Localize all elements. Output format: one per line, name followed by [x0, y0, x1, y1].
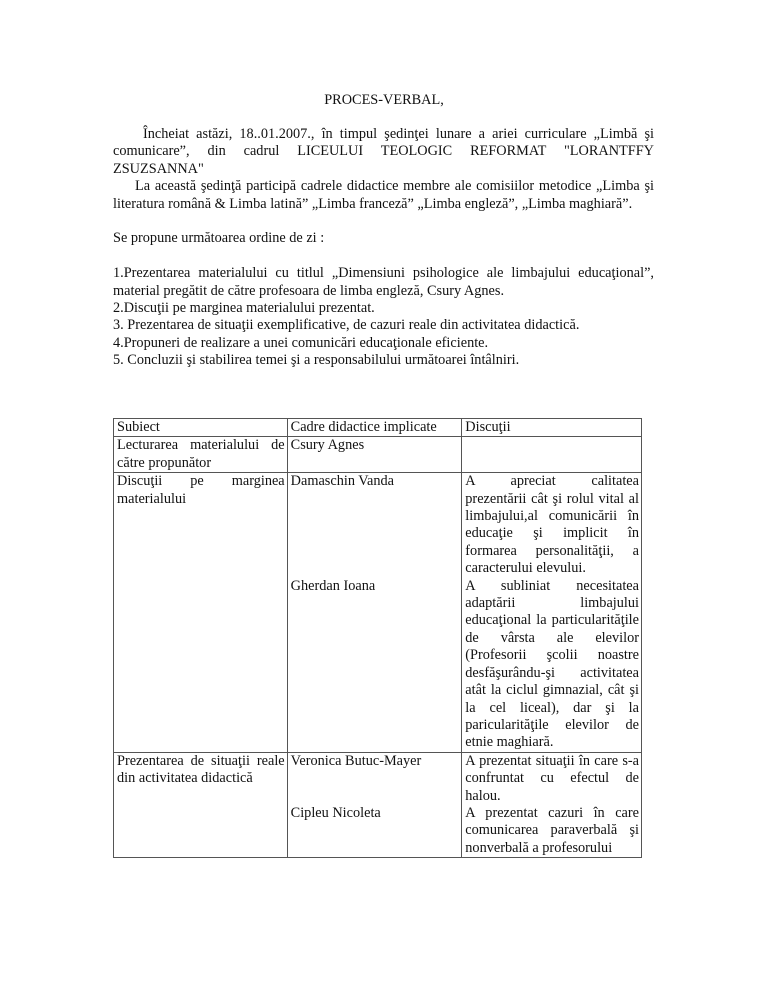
row-discussion: A subliniat necesitatea adaptării limbajului educaţional la particularităţile de vârsta ale elevilor (Profesorii şcolii noastre desfăşurându-şi activitatea atât la ciclul gimnazial, cât şi la cel liceal), dar şi la paricularităţile elevilor de etnie maghiară.: [465, 577, 639, 751]
row-teacher: Gherdan Ioana: [290, 577, 376, 594]
table-row: [114, 752, 642, 857]
row-discussion: [462, 437, 642, 473]
row-discussion: A apreciat calitatea prezentării cât şi rolul vital al limbajului,al comunicării în educaţie şi implicit în formarea personalităţii, a caracterului elevului.: [465, 473, 639, 577]
agenda-item: 4.Propuneri de realizare a unei comunicări educaţionale eficiente.: [113, 334, 489, 351]
agenda-item: 2.Discuţii pe marginea materialului prezentat.: [113, 300, 375, 317]
row-teachers-cell: [287, 752, 462, 857]
table-header-row: [114, 419, 642, 437]
row-subject: Discuţii pe marginea materialului: [114, 473, 288, 753]
agenda-intro: Se propune următoarea ordine de zi :: [113, 230, 325, 247]
header-discussions: Discuţii: [462, 419, 642, 437]
row-teacher: Cipleu Nicoleta: [290, 805, 381, 822]
page-title: PROCES-VERBAL,: [324, 92, 444, 108]
row-discussion: A prezentat cazuri în care comunicarea paraverbală şi nonverbală a profesorului: [465, 804, 639, 856]
header-teachers: Cadre didactice implicate: [287, 419, 462, 437]
row-teacher: Damaschin Vanda: [290, 473, 395, 490]
table-row: [114, 473, 642, 753]
row-discussions-cell: [462, 473, 642, 753]
agenda-item: 3. Prezentarea de situaţii exemplificative, de cazuri reale din activitatea didactică.: [113, 317, 580, 334]
row-teacher: Veronica Butuc-Mayer: [290, 752, 422, 769]
agenda-item: 5. Concluzii şi stabilirea temei şi a responsabilului următoarei întâlniri.: [113, 352, 520, 369]
row-subject: Prezentarea de situaţii reale din activitatea didactică: [114, 752, 288, 857]
header-subject: Subiect: [114, 419, 288, 437]
participants-paragraph: La această şedinţă participă cadrele didactice membre ale comisiilor metodice „Limba şi literatura română & Limba latină” „Limba franceză” „Limba engleză”, „Limba maghiară”.: [113, 178, 654, 212]
document-body: [113, 126, 654, 370]
row-teacher: Csury Agnes: [287, 437, 462, 473]
row-subject: Lecturarea materialului de către propunător: [114, 437, 288, 473]
discussion-table: [113, 418, 642, 858]
row-discussion: A prezentat situaţii în care s-a confruntat cu efectul de halou.: [465, 752, 639, 804]
row-teachers-cell: [287, 473, 462, 753]
intro-paragraph: Încheiat astăzi, 18..01.2007., în timpul şedinţei lunare a ariei curriculare „Limbă şi comunicare”, din cadrul LICEULUI TEOLOGIC REFORMAT "LORANTFFY ZSUZSANNA": [113, 126, 654, 177]
table-row: [114, 437, 642, 473]
agenda-list: [113, 265, 654, 369]
row-discussions-cell: [462, 752, 642, 857]
agenda-item: 1.Prezentarea materialului cu titlul „Dimensiuni psihologice ale limbajului educaţional”, material pregătit de către profesoara de limba engleză, Csury Agnes.: [113, 265, 654, 299]
